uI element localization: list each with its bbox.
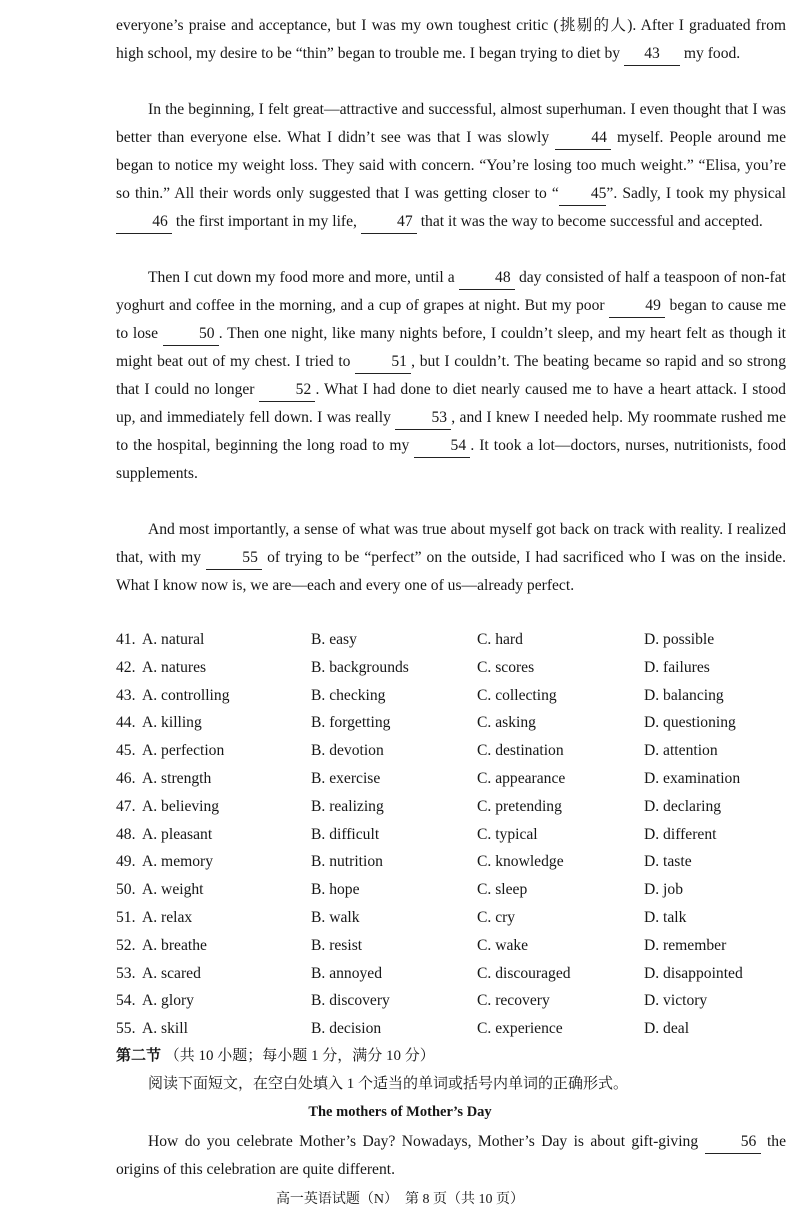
option-row [116,654,786,682]
option-d[interactable]: D. different [644,825,717,843]
option-row [116,709,786,737]
passage-paragraph-4 [116,516,786,600]
option-d[interactable]: D. taste [644,853,692,871]
blank-49[interactable]: 49 [609,295,665,318]
option-d[interactable]: D. victory [644,992,708,1010]
option-c[interactable]: C. collecting [477,686,557,704]
p3-text-4: . Then one night, like many nights before, I couldn’t sleep, and my heart felt as though it might beat out of my chest. I tried to [116,325,787,370]
blank-55[interactable]: 55 [206,547,262,570]
option-c[interactable]: C. pretending [477,797,562,815]
option-row [116,932,786,960]
option-d[interactable]: D. questioning [644,714,736,732]
option-c[interactable]: C. discouraged [477,964,571,982]
option-c[interactable]: C. sleep [477,881,528,899]
option-a[interactable]: A. natures [142,658,207,676]
section-2-heading [116,1044,435,1068]
p4-text-1: And most importantly, a sense of what was true about myself got back on track with reality. I realized that, with my [116,521,786,566]
p3-text-5: , but I couldn’t. The beating became so rapid and so strong that I could no longer [116,353,786,398]
option-b[interactable]: B. hope [311,881,360,899]
option-c[interactable]: C. knowledge [477,853,564,871]
blank-50[interactable]: 50 [163,323,219,346]
section-2-note: （共 10 小题；每小题 1 分，满分 10 分） [164,1048,435,1064]
blank-56[interactable]: 56 [705,1131,761,1154]
option-a[interactable]: A. controlling [142,686,230,704]
option-d[interactable]: D. disappointed [644,964,743,982]
question-number: 42. [116,658,136,676]
option-b[interactable]: B. decision [311,1020,382,1038]
option-d[interactable]: D. talk [644,909,687,926]
option-a[interactable]: A. strength [142,770,212,787]
option-c[interactable]: C. asking [477,714,536,732]
option-b[interactable]: B. checking [311,686,386,704]
option-c[interactable]: C. hard [477,631,523,648]
option-b[interactable]: B. difficult [311,825,380,843]
option-c[interactable]: C. cry [477,909,516,926]
question-number: 48. [116,825,136,843]
question-number: 46. [116,770,136,787]
passage-paragraph-2 [116,96,786,236]
passage-paragraph-3 [116,264,786,488]
option-d[interactable]: D. balancing [644,686,724,704]
option-d[interactable]: D. failures [644,658,710,676]
question-number: 49. [116,853,136,871]
blank-44[interactable]: 44 [555,127,611,150]
option-d[interactable]: D. examination [644,770,741,787]
passage-title: The mothers of Mother’s Day [308,1104,492,1120]
option-a[interactable]: A. glory [142,992,194,1010]
option-row [116,987,786,1015]
option-row [116,960,786,988]
option-row [116,626,786,654]
s2-text-a: How do you celebrate Mother’s Day? Nowadays, Mother’s Day is about gift-giving [148,1133,705,1150]
option-a[interactable]: A. scared [142,964,201,982]
question-number: 45. [116,742,136,760]
p3-text-8: . It took a lot—doctors, nurses, nutritionists, food supplements. [116,437,786,482]
question-number: 52. [116,936,136,954]
question-number: 47. [116,797,136,815]
option-a[interactable]: A. natural [142,631,205,648]
option-b[interactable]: B. walk [311,909,360,926]
p2-text-5: that it was the way to become successful and accepted. [416,213,763,230]
blank-46[interactable]: 46 [116,211,172,234]
passage-paragraph-1 [116,12,786,68]
option-row [116,821,786,849]
option-a[interactable]: A. skill [142,1020,188,1038]
blank-47[interactable]: 47 [361,211,417,234]
option-a[interactable]: A. killing [142,714,202,732]
p1-text-a: everyone’s praise and acceptance, but I was my own toughest critic (挑剔的人). After I graduated from high school, my desire to be “thin” began to trouble me. I began trying to diet by [116,17,786,62]
option-row [116,737,786,765]
question-number: 41. [116,631,136,648]
question-number: 44. [116,714,136,732]
option-c[interactable]: C. scores [477,658,535,676]
option-d[interactable]: D. job [644,881,683,899]
option-a[interactable]: A. breathe [142,936,207,954]
p2-text-3: ”. Sadly, I took my physical [606,185,786,202]
blank-43[interactable]: 43 [624,43,680,66]
option-b[interactable]: B. exercise [311,770,381,787]
p1-text-b: my food. [679,45,741,62]
question-number: 50. [116,881,136,899]
option-row [116,682,786,710]
option-b[interactable]: B. easy [311,631,357,648]
option-d[interactable]: D. attention [644,742,718,760]
question-number: 53. [116,964,136,982]
question-number: 55. [116,1020,136,1038]
blank-52[interactable]: 52 [259,379,315,402]
question-number: 43. [116,686,136,704]
option-c[interactable]: C. experience [477,1020,563,1038]
option-b[interactable]: B. nutrition [311,853,383,871]
option-b[interactable]: B. forgetting [311,714,391,732]
option-b[interactable]: B. discovery [311,992,390,1010]
option-row [116,793,786,821]
option-row [116,848,786,876]
section-2-instruction: 阅读下面短文，在空白处填入 1 个适当的单词或括号内单词的正确形式。 [148,1076,629,1092]
option-d[interactable]: D. remember [644,936,727,954]
option-d[interactable]: D. possible [644,631,715,648]
blank-51[interactable]: 51 [355,351,411,374]
option-d[interactable]: D. declaring [644,797,722,815]
option-b[interactable]: B. backgrounds [311,658,409,676]
option-d[interactable]: D. deal [644,1020,690,1038]
blank-54[interactable]: 54 [414,435,470,458]
p3-text-6: . What I had done to diet nearly caused me to have a heart attack. I stood up, and immediately fell down. I was really [116,381,786,426]
option-c[interactable]: C. recovery [477,992,550,1010]
option-row [116,765,786,793]
option-row [116,876,786,904]
option-c[interactable]: C. destination [477,742,564,760]
s2-text-b: the origins of this celebration are quite different. [116,1133,787,1178]
option-a[interactable]: A. pleasant [142,825,213,843]
blank-45[interactable]: 45 [559,183,607,206]
option-c[interactable]: C. typical [477,825,538,843]
p2-text-1: In the beginning, I felt great—attractive and successful, almost superhuman. I even thought that I was better than everyone else. What I didn’t see was that I was slowly [116,101,786,146]
blank-53[interactable]: 53 [395,407,451,430]
p3-text-3: began to cause me to lose [116,297,786,342]
option-c[interactable]: C. appearance [477,770,566,787]
option-c[interactable]: C. wake [477,936,529,954]
p2-text-2: myself. People around me began to notice my weight loss. They said with concern. “You’re losing too much weight.” “Elisa, you’re so thin.” All their words only suggested that I was getting closer to “ [116,129,786,202]
option-row [116,904,786,932]
p3-text-1: Then I cut down my food more and more, until a [148,269,459,286]
section-2-paragraph-1 [116,1128,786,1184]
option-b[interactable]: B. devotion [311,742,384,760]
option-row [116,1015,786,1043]
p3-text-2: day consisted of half a teaspoon of non-fat yoghurt and coffee in the morning, and a cup of grapes at night. But my poor [116,269,787,314]
page-footer: 高一英语试题（N） 第 8 页（共 10 页） [275,1192,525,1207]
option-a[interactable]: A. weight [142,881,204,899]
question-number: 51. [116,909,136,926]
option-a[interactable]: A. believing [142,797,220,815]
option-a[interactable]: A. relax [142,909,193,926]
p2-text-4: the first important in my life, [172,213,361,230]
blank-48[interactable]: 48 [459,267,515,290]
option-b[interactable]: B. resist [311,936,363,954]
option-a[interactable]: A. perfection [142,742,225,760]
option-b[interactable]: B. annoyed [311,964,383,982]
p4-text-2: of trying to be “perfect” on the outside, I had sacrificed who I was on the inside. What I know now is, we are—each and every one of us—already perfect. [116,549,786,594]
option-a[interactable]: A. memory [142,853,214,871]
p3-text-7: , and I knew I needed help. My roommate rushed me to the hospital, beginning the long road to my [116,409,786,454]
question-number: 54. [116,992,136,1010]
option-b[interactable]: B. realizing [311,797,384,815]
section-2-label: 第二节 [116,1048,162,1064]
